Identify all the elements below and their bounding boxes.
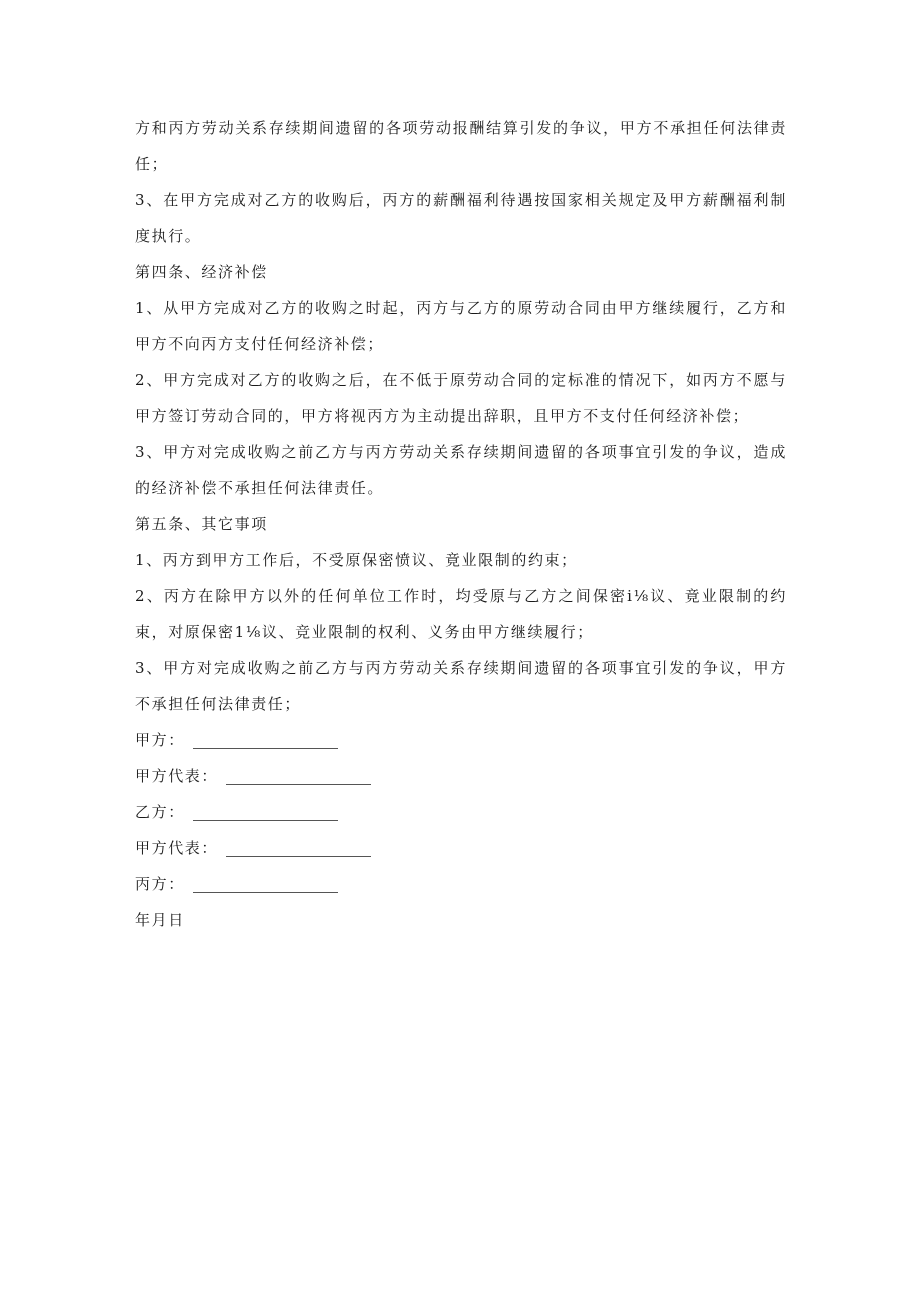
article-5-clause-1: 1、丙方到甲方工作后，不受原保密愤议、竟业限制的约束； xyxy=(135,551,578,569)
signature-blank xyxy=(193,892,338,893)
signature-blank xyxy=(193,820,338,821)
article-4-heading: 第四条、经济补偿 xyxy=(135,263,268,281)
article-5-clause-3: 3、甲方对完成收购之前乙方与丙方劳动关系存续期间遗留的各项事宜引发的争议，甲方不承担任何法律责任； xyxy=(135,659,787,713)
signature-label: 甲方代表： xyxy=(135,839,219,857)
article-4-clause-3: 3、甲方对完成收购之前乙方与丙方劳动关系存续期间遗留的各项事宜引发的争议，造成的经济补偿不承担任何法律责任。 xyxy=(135,443,787,497)
article-4-clause-2: 2、甲方完成对乙方的收购之后，在不低于原劳动合同的定标准的情况下，如丙方不愿与甲方签订劳动合同的，甲方将视丙方为主动提出辞职，且甲方不支付任何经济补偿； xyxy=(135,371,787,425)
signature-party-b xyxy=(135,794,787,830)
date-line: 年月日 xyxy=(135,911,185,929)
signature-label: 甲方： xyxy=(135,731,185,749)
paragraph-continuation: 方和丙方劳动关系存续期间遗留的各项劳动报酬结算引发的争议，甲方不承担任何法律责任； xyxy=(135,119,787,173)
signature-label: 甲方代表： xyxy=(135,767,219,785)
signature-blank xyxy=(226,856,371,857)
signature-party-c xyxy=(135,866,787,902)
signature-party-b-rep xyxy=(135,830,787,866)
signature-blank xyxy=(226,784,371,785)
signature-party-a xyxy=(135,722,787,758)
signature-blank xyxy=(193,748,338,749)
article-5-heading: 第五条、其它事项 xyxy=(135,515,268,533)
article-5-clause-2: 2、丙方在除甲方以外的任何单位工作时，均受原与乙方之间保密i⅛议、竟业限制的约束，对原保密1⅛议、竞业限制的权利、义务由甲方继续履行； xyxy=(135,587,787,641)
clause-3-salary: 3、在甲方完成对乙方的收购后，丙方的薪酬福利待遇按国家相关规定及甲方薪酬福利制度执行。 xyxy=(135,191,787,245)
signature-label: 丙方： xyxy=(135,875,185,893)
signature-label: 乙方： xyxy=(135,803,185,821)
article-4-clause-1: 1、从甲方完成对乙方的收购之时起，丙方与乙方的原劳动合同由甲方继续履行，乙方和甲方不向丙方支付任何经济补偿； xyxy=(135,299,787,353)
signature-party-a-rep xyxy=(135,758,787,794)
document-body xyxy=(135,110,787,938)
